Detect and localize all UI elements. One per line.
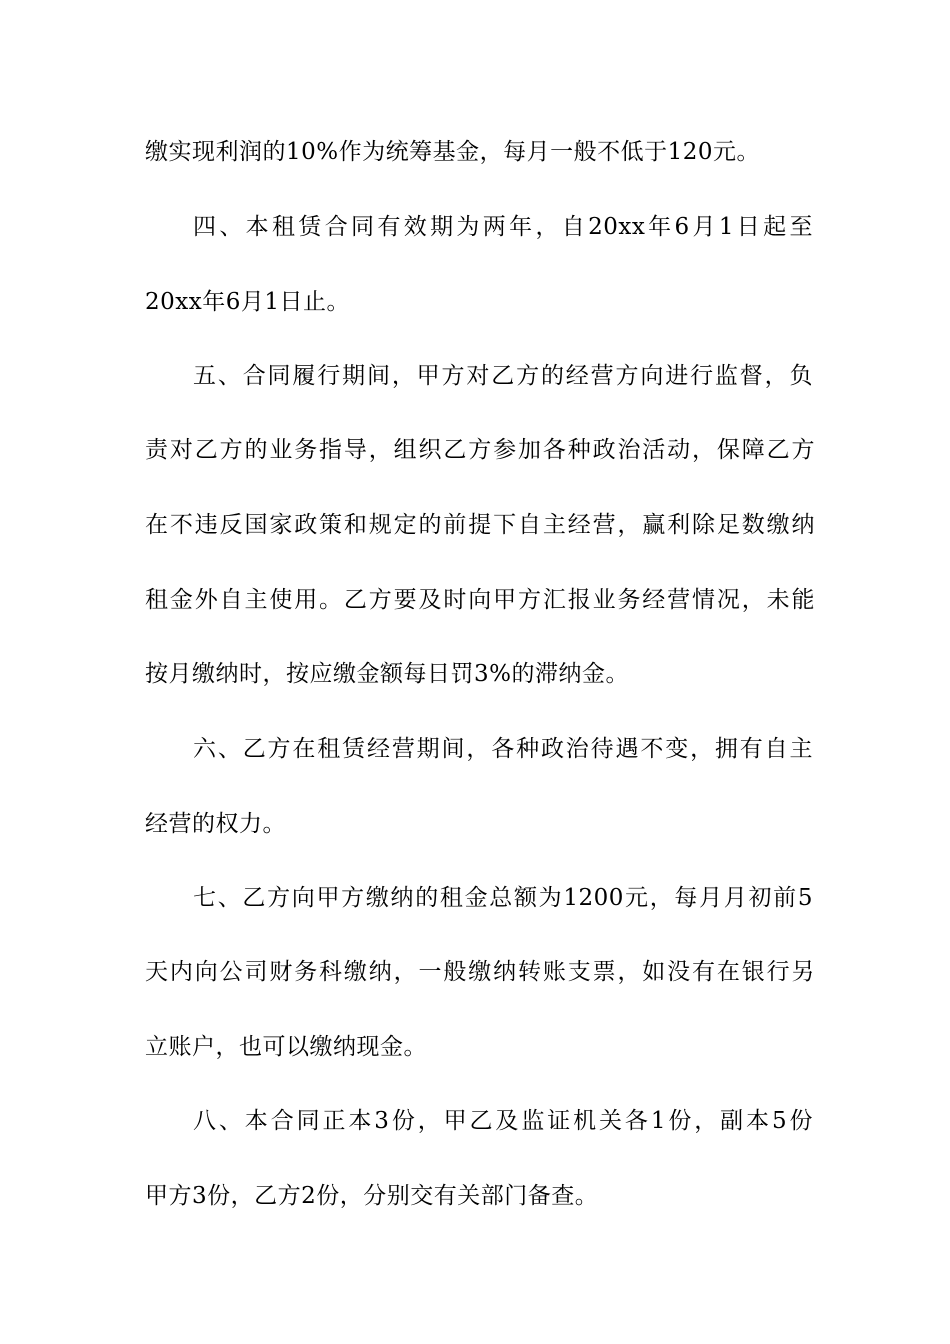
text-line: 经营的权力。 [145, 811, 286, 837]
text-line: 租金外自主使用。乙方要及时向甲方汇报业务经营情况，未能 [145, 587, 815, 613]
text-line: 责对乙方的业务指导，组织乙方参加各种政治活动，保障乙方 [145, 437, 815, 463]
text-line: 在不违反国家政策和规定的前提下自主经营，赢利除足数缴纳 [145, 512, 815, 538]
text-line: 20xx年6月1日止。 [145, 289, 350, 315]
text-line: 立账户，也可以缴纳现金。 [145, 1034, 427, 1060]
paragraph-eight-line: 八、本合同正本3份，甲乙及监证机关各1份，副本5份 [193, 1108, 813, 1134]
text-line: 按月缴纳时，按应缴金额每日罚3%的滞纳金。 [145, 661, 629, 687]
paragraph-four-line: 四、本租赁合同有效期为两年，自20xx年6月1日起至 [193, 214, 813, 240]
paragraph-six-line: 六、乙方在租赁经营期间，各种政治待遇不变，拥有自主 [193, 736, 813, 762]
paragraph-seven-line: 七、乙方向甲方缴纳的租金总额为1200元，每月月初前5 [193, 885, 813, 911]
text-line: 缴实现利润的10%作为统筹基金，每月一般不低于120元。 [145, 139, 761, 165]
text-line: 天内向公司财务科缴纳，一般缴纳转账支票，如没有在银行另 [145, 959, 815, 985]
text-line: 甲方3份，乙方2份，分别交有关部门备查。 [145, 1183, 599, 1209]
paragraph-five-line: 五、合同履行期间，甲方对乙方的经营方向进行监督，负 [193, 363, 813, 389]
